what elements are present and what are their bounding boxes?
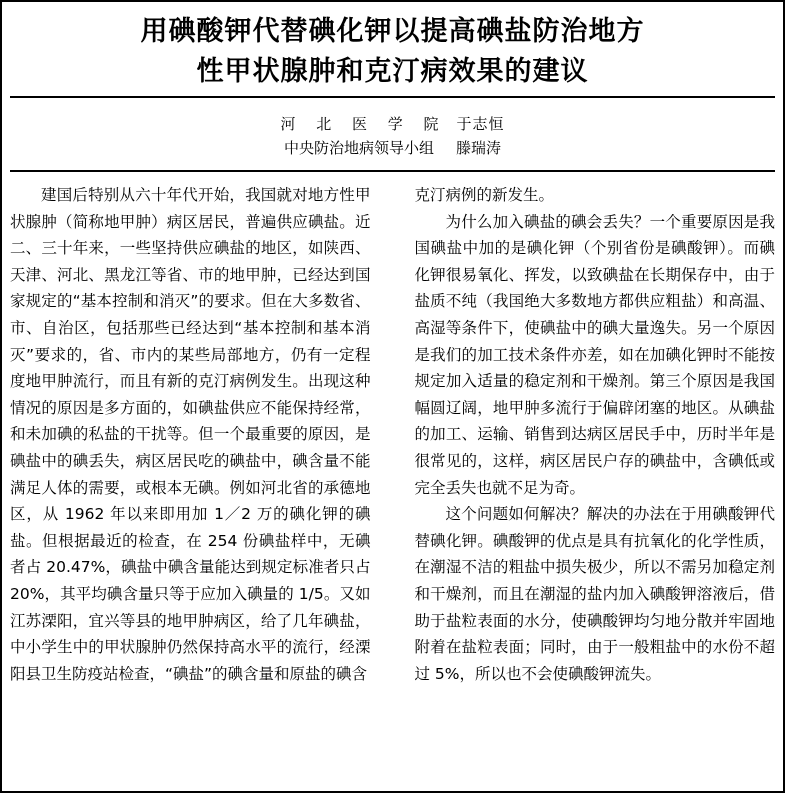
left-column	[10, 182, 371, 767]
title-underline	[10, 96, 775, 98]
byline-affiliation-2: 中央防治地病领导小组	[283, 139, 434, 157]
byline	[10, 112, 775, 160]
byline-author-2: 滕瑞涛	[456, 139, 502, 157]
title-line-1: 用碘酸钾代替碘化钾以提高碘盐防治地方	[140, 16, 645, 47]
paragraph: 这个问题如何解决？解决的办法在于用碘酸钾代替碘化钾。碘酸钾的优点是具有抗氧化的化学性质，在潮湿不洁的粗盐中损失极少，所以不需另加稳定剂和干燥剂，而且在潮湿的盐内加入碘酸钾溶液后，借助于盐粒表面的水分，使碘酸钾均匀地分散并牢固地附着在盐粒表面；同时，由于一般粗盐中的水份不超过 5%，所以也不会使碘酸钾流失。	[414, 505, 775, 683]
paragraph: 建国后特别从六十年代开始，我国就对地方性甲状腺肿（简称地甲肿）病区居民，普遍供应碘盐。近二、三十年来，一些坚持供应碘盐的地区，如陕西、天津、河北、黑龙江等省、市的地甲肿，已经达到国家规定的“基本控制和消灭”的要求。但在大多数省、市、自治区，包括那些已经达到“基本控制和基本消灭”要求的，省、市内的某些局部地方，仍有一定程度地甲肿流行，而且有新的克汀病例发生。出现这种情况的原因是多方面的，如碘盐供应不能保持经常，和未加碘的私盐的干扰等。但一个最重要的原因，是碘盐中的碘丢失，病区居民吃的碘盐中，碘含量不能满足人体的需要，或根本无碘。例如河北省的承德地区，从 1962 年以来即用加 1／2 万的碘化钾的碘盐。但根据最近的检查，在 254 份碘盐样中，无碘者占 20.47%，碘盐中碘含量能达到规定标准者只占20%，其平均碘含量只等于应加入碘量的 1/5。又如江苏溧阳，宜兴等县的地甲肿病区，给了几年碘盐，中小学生中的甲状腺肿仍然保持高水平的流行，经溧阳县卫生防疫站检查，“碘盐”的碘含量和原盐的碘含	[10, 186, 371, 683]
paragraph: 克汀病例的新发生。	[414, 186, 555, 204]
body-columns	[10, 182, 775, 767]
page-title	[10, 12, 775, 92]
document-inner	[10, 8, 775, 785]
right-column	[415, 182, 776, 767]
paragraph: 为什么加入碘盐的碘会丢失？一个重要原因是我国碘盐中加的是碘化钾（个别省份是碘酸钾）。而碘化钾很易氧化、挥发，以致碘盐在长期保存中，由于盐质不纯（我国绝大多数地方都供应粗盐）和高温、高湿等条件下，使碘盐中的碘大量逸失。另一个原因是我们的加工技术条件亦差，如在加碘化钾时不能按规定加入适量的稳定剂和干燥剂。第三个原因是我国幅圆辽阔，地甲肿多流行于偏辟闭塞的地区。从碘盐的加工、运输、销售到达病区居民手中，历时半年是很常见的，这样，病区居民户存的碘盐中，含碘低或完全丢失也就不足为奇。	[414, 212, 775, 497]
byline-row-1	[10, 112, 775, 136]
title-line-2: 性甲状腺肿和克汀病效果的建议	[196, 56, 589, 87]
byline-underline	[10, 170, 775, 172]
byline-row-2	[10, 136, 775, 160]
byline-affiliation-1: 河 北 医 学 院	[280, 115, 447, 133]
byline-author-1: 于志恒	[456, 115, 505, 133]
